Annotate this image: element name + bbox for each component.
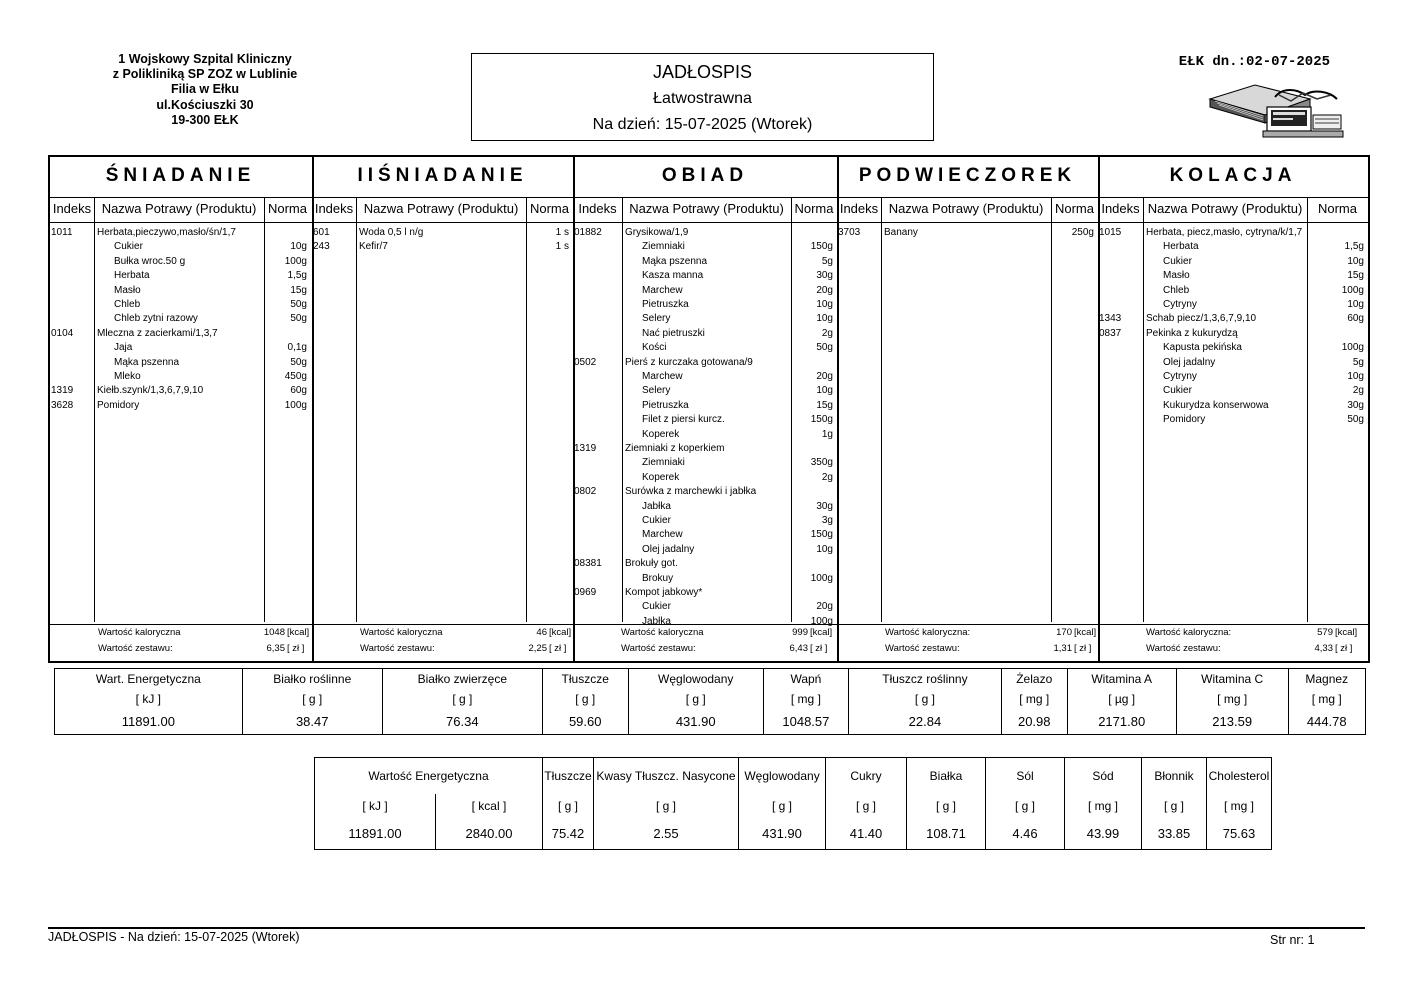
cost-value: 4,33 [1314, 643, 1333, 654]
menu-item-quantity: 20g [816, 371, 833, 382]
menu-ingredient-name: Olej jadalny [1163, 356, 1216, 368]
document-date: EŁK dn.:02-07-2025 [1178, 54, 1330, 70]
nutrition1-header: Witamina C [1176, 669, 1288, 689]
menu-ingredient-name: Chleb [1163, 284, 1190, 296]
column-header-norma: Norma [794, 201, 834, 216]
column-separator [1051, 197, 1052, 622]
menu-ingredient-name: Cukier [642, 601, 671, 613]
menu-item-name: Kefir/7 [359, 241, 388, 253]
nutrition1-header: Białko zwierzęce [382, 669, 542, 689]
menu-ingredient-name: Selery [642, 385, 671, 397]
meal-title: PODWIECZOREK [858, 165, 1077, 186]
menu-item-quantity: 10g [290, 241, 307, 253]
menu-item-name: Brokuły got. [625, 558, 678, 570]
nutrition1-value: 22.84 [848, 709, 1001, 735]
menu-ingredient-name: Brokuy [642, 572, 674, 584]
footer-title: JADŁOSPIS - Na dzień: 15-07-2025 (Wtorek) [48, 930, 300, 944]
menu-ingredient-name: Mąka pszenna [114, 356, 180, 368]
nutrition1-header: Węglowodany [628, 669, 763, 689]
calorie-value: 1048 [263, 627, 285, 638]
column-header-index: Indeks [314, 201, 354, 216]
menu-ingredient-name: Herbata [114, 270, 150, 282]
nutrition1-unit: [ g ] [848, 689, 1001, 709]
menu-item-quantity: 150g [810, 241, 833, 253]
menu-item-name: Kompot jabkowy* [625, 587, 703, 598]
nutrition1-unit: [ mg ] [763, 689, 848, 709]
column-header-norma: Norma [529, 201, 569, 216]
nutrition1-unit: [ g ] [242, 689, 382, 709]
hospital-parent: z Polikliniką SP ZOZ w Lublinie [112, 67, 298, 82]
column-header-name: Nazwa Potrawy (Produktu) [101, 201, 257, 216]
menu-item-quantity: 30g [1347, 399, 1364, 411]
menu-item-quantity: 15g [290, 284, 307, 296]
calorie-unit: [kcal] [1335, 627, 1358, 638]
menu-item-quantity: 10g [1347, 299, 1364, 310]
nutrition1-value: 76.34 [382, 709, 542, 735]
menu-ingredient-name: Selery [642, 313, 671, 325]
cost-label: Wartość zestawu: [885, 643, 960, 654]
menu-ingredient-name: Nać pietruszki [642, 327, 705, 339]
menu-item-index: 0969 [574, 587, 597, 598]
menu-item-quantity: 1,5g [1344, 241, 1364, 253]
menu-item-index: 1343 [1099, 313, 1122, 325]
menu-item-index: 08381 [574, 558, 602, 570]
nutrition2-unit: [ g ] [739, 794, 826, 818]
nutrition1-value: 59.60 [542, 709, 628, 735]
nutrition1-header: Wart. Energetyczna [55, 669, 243, 689]
menu-item-quantity: 50g [290, 299, 307, 310]
menu-item-quantity: 1 s [555, 241, 569, 253]
nutrition2-header: Węglowodany [739, 758, 826, 794]
nutrition2-value: 75.42 [543, 818, 594, 850]
nutrition2-unit: [ g ] [1142, 794, 1207, 818]
menu-item-name: Woda 0,5 l n/g [359, 227, 424, 238]
nutrition1-unit: [ µg ] [1067, 689, 1176, 709]
cost-label: Wartość zestawu: [98, 643, 173, 654]
menu-item-quantity: 1g [821, 428, 833, 440]
calorie-unit: [kcal] [1074, 627, 1097, 638]
menu-ingredient-name: Masło [1163, 270, 1190, 282]
menu-item-quantity: 50g [290, 313, 307, 325]
calorie-value: 170 [1056, 627, 1072, 638]
nutrition2-value: 2840.00 [435, 818, 542, 850]
menu-item-index: 1011 [51, 227, 73, 238]
menu-ingredient-name: Ziemniaki [642, 457, 685, 469]
menu-item-quantity: 1,5g [287, 270, 307, 282]
menu-item-quantity: 100g [284, 399, 307, 411]
column-separator [526, 197, 527, 622]
nutrition2-unit: [ g ] [907, 794, 986, 818]
footer-divider [48, 927, 1365, 929]
menu-item-quantity: 100g [284, 255, 307, 267]
nutrition1-unit: [ g ] [628, 689, 763, 709]
nutrition2-header: Białka [907, 758, 986, 794]
cost-unit: [ zł ] [810, 643, 828, 654]
nutrition1-unit: [ mg ] [1176, 689, 1288, 709]
document-title: JADŁOSPIS [652, 62, 753, 82]
nutrition2-header: Sól [986, 758, 1065, 794]
nutrition1-value: 2171.80 [1067, 709, 1176, 735]
menu-item-quantity: 150g [810, 529, 833, 541]
menu-item-quantity: 10g [816, 385, 833, 397]
menu-item-name: Pekinka z kukurydzą [1146, 327, 1238, 339]
column-separator [1143, 197, 1144, 622]
title-box [471, 53, 934, 141]
column-separator [94, 197, 95, 622]
meal-title-divider [50, 197, 1368, 198]
menu-item-quantity: 50g [816, 342, 833, 354]
nutrition1-value: 213.59 [1176, 709, 1288, 735]
menu-item-index: 0802 [574, 486, 597, 498]
menu-item-quantity: 2g [1352, 385, 1364, 397]
menu-item-quantity: 15g [1347, 270, 1364, 282]
calorie-unit: [kcal] [810, 627, 833, 638]
menu-item-quantity: 2g [821, 471, 833, 483]
meal-title: KOLACJA [1169, 165, 1297, 186]
cost-unit: [ zł ] [287, 643, 305, 654]
calorie-value: 999 [792, 627, 808, 638]
nutrition2-unit: [ kJ ] [315, 794, 436, 818]
nutrition-table-1 [54, 668, 1366, 735]
menu-ingredient-name: Jabłka [642, 615, 671, 627]
nutrition1-value: 11891.00 [55, 709, 243, 735]
menu-item-name: Mleczna z zacierkami/1,3,7 [97, 327, 218, 339]
nutrition1-header: Żelazo [1001, 669, 1067, 689]
menu-item-quantity: 450g [284, 371, 307, 382]
calorie-label: Wartość kaloryczna: [1146, 627, 1232, 638]
nutrition1-value: 38.47 [242, 709, 382, 735]
nutrition2-header: Cukry [826, 758, 907, 794]
calorie-label: Wartość kaloryczna [621, 627, 704, 638]
cost-label: Wartość zestawu: [360, 643, 435, 654]
energy-header: Wartość Energetyczna [315, 758, 543, 794]
menu-item-name: Surówka z marchewki i jabłka [625, 486, 757, 498]
menu-item-name: Banany [884, 227, 918, 238]
menu-item-index: 601 [313, 227, 330, 238]
column-separator [356, 197, 357, 622]
nutrition1-header: Tłuszcze [542, 669, 628, 689]
menu-item-index: 1319 [574, 443, 597, 454]
menu-ingredient-name: Koperek [642, 428, 680, 440]
menu-item-name: Herbata,pieczywo,masło/śn/1,7 [97, 227, 236, 238]
hospital-branch: Filia w Ełku [170, 82, 240, 97]
nutrition2-header: Tłuszcze [543, 758, 594, 794]
menu-item-name: Pomidory [97, 399, 140, 411]
menu-ingredient-name: Mąka pszenna [642, 255, 708, 267]
nutrition-table-2 [314, 757, 1272, 850]
menu-item-quantity: 15g [816, 399, 833, 411]
menu-table [48, 155, 1370, 663]
menu-item-quantity: 60g [1347, 313, 1364, 325]
menu-ingredient-name: Kukurydza konserwowa [1163, 399, 1269, 411]
cost-value: 1,31 [1053, 643, 1072, 654]
menu-ingredient-name: Bułka wroc.50 g [114, 255, 186, 267]
menu-item-quantity: 10g [816, 299, 833, 310]
column-header-index: Indeks [52, 201, 92, 216]
menu-ingredient-name: Herbata [1163, 241, 1199, 253]
column-header-index: Indeks [839, 201, 879, 216]
nutrition2-unit: [ kcal ] [435, 794, 542, 818]
menu-ingredient-name: Jaja [114, 342, 133, 354]
hospital-street: ul.Kościuszki 30 [156, 97, 254, 112]
menu-ingredient-name: Cukier [642, 515, 671, 526]
nutrition2-unit: [ g ] [826, 794, 907, 818]
nutrition2-value: 41.40 [826, 818, 907, 850]
menu-item-quantity: 10g [1347, 371, 1364, 382]
menu-ingredient-name: Kości [642, 342, 667, 354]
menu-ingredient-name: Pomidory [1163, 414, 1206, 426]
computer-with-book-icon [1205, 77, 1345, 139]
menu-ingredient-name: Mleko [114, 371, 141, 382]
menu-ingredient-name: Jabłka [642, 500, 671, 512]
nutrition2-unit: [ g ] [986, 794, 1065, 818]
menu-item-index: 3628 [51, 399, 74, 411]
menu-ingredient-name: Chleb [114, 299, 141, 310]
nutrition1-header: Tłuszcz roślinny [848, 669, 1001, 689]
cost-value: 6,35 [266, 643, 285, 654]
menu-ingredient-name: Marchew [642, 371, 683, 382]
menu-ingredient-name: Cytryny [1163, 299, 1197, 310]
menu-item-quantity: 30g [816, 500, 833, 512]
nutrition1-unit: [ mg ] [1288, 689, 1366, 709]
calorie-value: 46 [536, 627, 547, 638]
nutrition1-header: Magnez [1288, 669, 1366, 689]
calorie-unit: [kcal] [287, 627, 310, 638]
calorie-label: Wartość kaloryczna: [885, 627, 971, 638]
menu-item-index: 243 [313, 241, 330, 253]
nutrition2-unit: [ g ] [594, 794, 739, 818]
nutrition2-value: 431.90 [739, 818, 826, 850]
column-header-divider [50, 222, 1368, 223]
menu-ingredient-name: Cytryny [1163, 371, 1197, 382]
cost-unit: [ zł ] [1074, 643, 1092, 654]
menu-item-name: Schab piecz/1,3,6,7,9,10 [1146, 313, 1257, 325]
menu-ingredient-name: Koperek [642, 471, 680, 483]
calorie-value: 579 [1317, 627, 1333, 638]
column-separator [622, 197, 623, 622]
menu-item-quantity: 100g [1341, 284, 1364, 296]
cost-label: Wartość zestawu: [621, 643, 696, 654]
column-separator [881, 197, 882, 622]
column-header-name: Nazwa Potrawy (Produktu) [629, 201, 784, 216]
nutrition1-header: Witamina A [1067, 669, 1176, 689]
column-header-norma: Norma [267, 201, 307, 216]
menu-ingredient-name: Masło [114, 284, 141, 296]
menu-ingredient-name: Pietruszka [642, 299, 689, 310]
meal-title: ŚNIADANIE [105, 165, 256, 186]
menu-item-name: Kiełb.szynk/1,3,6,7,9,10 [97, 385, 204, 397]
menu-item-quantity: 0,1g [287, 342, 307, 354]
page-number: Str nr: 1 [1270, 933, 1315, 947]
nutrition1-unit: [ g ] [382, 689, 542, 709]
menu-ingredient-name: Filet z piersi kurcz. [642, 414, 725, 426]
nutrition2-header: Cholesterol [1207, 758, 1272, 794]
nutrition2-unit: [ mg ] [1065, 794, 1142, 818]
hospital-address [85, 52, 325, 128]
menu-ingredient-name: Kasza manna [642, 270, 704, 282]
menu-item-quantity: 5g [1352, 356, 1364, 368]
nutrition2-value: 33.85 [1142, 818, 1207, 850]
menu-item-quantity: 5g [821, 255, 833, 267]
menu-item-quantity: 10g [1347, 255, 1364, 267]
calorie-label: Wartość kaloryczna [98, 627, 181, 638]
menu-ingredient-name: Marchew [642, 284, 683, 296]
menu-ingredient-name: Kapusta pekińska [1163, 342, 1242, 354]
menu-date: Na dzień: 15-07-2025 (Wtorek) [592, 116, 813, 133]
column-header-name: Nazwa Potrawy (Produktu) [888, 201, 1044, 216]
nutrition1-unit: [ g ] [542, 689, 628, 709]
calorie-label: Wartość kaloryczna [360, 627, 443, 638]
column-header-norma: Norma [1054, 201, 1094, 216]
cost-unit: [ zł ] [549, 643, 567, 654]
menu-item-quantity: 3g [821, 515, 833, 526]
menu-item-index: 01882 [574, 227, 602, 238]
cost-value: 6,43 [789, 643, 808, 654]
menu-item-quantity: 150g [810, 414, 833, 426]
menu-item-quantity: 60g [290, 385, 307, 397]
menu-ingredient-name: Chleb zytni razowy [114, 313, 198, 325]
nutrition2-value: 43.99 [1065, 818, 1142, 850]
menu-item-quantity: 100g [1341, 342, 1364, 354]
nutrition1-value: 20.98 [1001, 709, 1067, 735]
meal-title: OBIAD [661, 165, 749, 186]
menu-item-index: 0837 [1099, 327, 1122, 339]
menu-ingredient-name: Cukier [114, 241, 143, 253]
cost-label: Wartość zestawu: [1146, 643, 1221, 654]
menu-item-quantity: 2g [821, 327, 833, 339]
nutrition2-value: 75.63 [1207, 818, 1272, 850]
meal-title: IIŚNIADANIE [357, 165, 528, 186]
diet-name: Łatwostrawna [653, 90, 752, 107]
menu-item-quantity: 10g [816, 543, 833, 555]
hospital-city: 19-300 EŁK [171, 112, 239, 127]
hospital-name: 1 Wojskowy Szpital Kliniczny [118, 52, 292, 66]
menu-item-quantity: 20g [816, 601, 833, 613]
menu-ingredient-name: Ziemniaki [642, 241, 685, 253]
menu-item-name: Ziemniaki z koperkiem [625, 443, 725, 454]
cost-unit: [ zł ] [1335, 643, 1353, 654]
column-header-norma: Norma [1317, 201, 1357, 216]
menu-item-name: Pierś z kurczaka gotowana/9 [625, 356, 753, 368]
menu-item-quantity: 100g [810, 572, 833, 584]
menu-item-quantity: 50g [1347, 414, 1364, 426]
menu-item-index: 0104 [51, 327, 74, 339]
cost-value: 2,25 [528, 643, 547, 654]
nutrition2-header: Sód [1065, 758, 1142, 794]
column-header-index: Indeks [1101, 201, 1140, 216]
menu-item-quantity: 50g [290, 356, 307, 368]
menu-ingredient-name: Pietruszka [642, 399, 689, 411]
nutrition2-value: 2.55 [594, 818, 739, 850]
menu-item-quantity: 350g [810, 457, 833, 469]
menu-ingredient-name: Cukier [1163, 385, 1192, 397]
menu-ingredient-name: Cukier [1163, 255, 1192, 267]
menu-item-name: Grysikowa/1,9 [625, 227, 689, 238]
menu-ingredient-name: Olej jadalny [642, 543, 695, 555]
menu-item-index: 3703 [838, 227, 861, 238]
nutrition2-value: 11891.00 [315, 818, 436, 850]
column-header-index: Indeks [578, 201, 617, 216]
nutrition2-value: 4.46 [986, 818, 1065, 850]
menu-ingredient-name: Marchew [642, 529, 683, 541]
nutrition1-unit: [ mg ] [1001, 689, 1067, 709]
nutrition1-unit: [ kJ ] [55, 689, 243, 709]
nutrition1-value: 1048.57 [763, 709, 848, 735]
nutrition2-header: Kwasy Tłuszcz. Nasycone [594, 758, 739, 794]
nutrition1-header: Białko roślinne [242, 669, 382, 689]
nutrition1-value: 444.78 [1288, 709, 1366, 735]
menu-item-name: Herbata, piecz,masło, cytryna/k/1,7 [1146, 227, 1303, 238]
column-header-name: Nazwa Potrawy (Produktu) [363, 201, 519, 216]
menu-item-quantity: 20g [816, 284, 833, 296]
summary-divider [50, 624, 1368, 625]
menu-item-quantity: 250g [1071, 227, 1094, 238]
menu-item-quantity: 100g [810, 615, 833, 627]
menu-item-quantity: 1 s [555, 227, 569, 238]
nutrition2-header: Błonnik [1142, 758, 1207, 794]
nutrition1-value: 431.90 [628, 709, 763, 735]
nutrition2-unit: [ g ] [543, 794, 594, 818]
calorie-unit: [kcal] [549, 627, 572, 638]
menu-item-index: 1015 [1099, 227, 1122, 238]
menu-item-quantity: 30g [816, 270, 833, 282]
nutrition1-header: Wapń [763, 669, 848, 689]
nutrition2-unit: [ mg ] [1207, 794, 1272, 818]
menu-item-quantity: 10g [816, 313, 833, 325]
menu-item-index: 0502 [574, 356, 597, 368]
column-header-name: Nazwa Potrawy (Produktu) [1147, 201, 1303, 216]
menu-item-index: 1319 [51, 385, 74, 397]
nutrition2-value: 108.71 [907, 818, 986, 850]
